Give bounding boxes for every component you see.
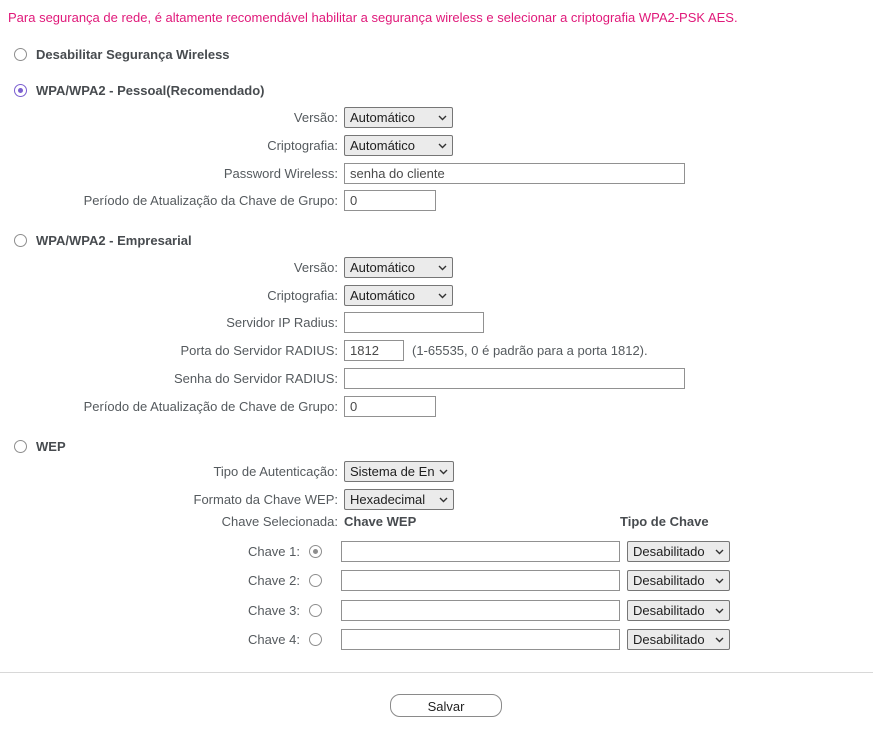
security-recommendation-text: Para segurança de rede, é altamente recomendável habilitar a segurança wireless e selecionar a criptografia WPA2-PSK AES. (8, 10, 738, 25)
chevron-down-icon (438, 115, 447, 121)
option-wep[interactable] (14, 439, 66, 454)
personal-group-key-label: Período de Atualização da Chave de Grupo: (83, 193, 338, 208)
personal-version-label: Versão: (293, 110, 338, 125)
radius-port-note: (1-65535, 0 é padrão para a porta 1812). (412, 343, 648, 358)
radio-unchecked-icon[interactable] (14, 234, 27, 247)
personal-password-label: Password Wireless: (223, 166, 338, 181)
enterprise-encryption-select-value: Automático (350, 288, 416, 303)
option-wpa-personal-label: WPA/WPA2 - Pessoal(Recomendado) (36, 83, 265, 98)
radio-unchecked-icon[interactable] (14, 440, 27, 453)
wep-key-format-select[interactable] (344, 489, 454, 510)
wep-auth-type-select-value: Sistema de En (350, 464, 435, 479)
wep-key2-input[interactable] (341, 570, 620, 591)
enterprise-group-key-input[interactable] (344, 396, 436, 417)
wep-key3-type-select-value: Desabilitado (633, 603, 705, 618)
chevron-down-icon (438, 293, 447, 299)
radius-port-label: Porta do Servidor RADIUS: (180, 343, 338, 358)
radius-password-input[interactable] (344, 368, 685, 389)
wep-key4-type-select-value: Desabilitado (633, 632, 705, 647)
wep-selected-key-label: Chave Selecionada: (221, 514, 338, 529)
wep-key4-radio-unchecked-icon[interactable] (309, 633, 322, 646)
wep-key-column-header: Chave WEP (344, 514, 417, 529)
chevron-down-icon (439, 497, 448, 503)
wep-key1-label: Chave 1: (247, 544, 300, 559)
save-button[interactable]: Salvar (390, 694, 502, 717)
option-disable-security[interactable] (14, 47, 230, 62)
option-wpa-enterprise[interactable] (14, 233, 192, 248)
option-disable-security-label: Desabilitar Segurança Wireless (36, 47, 230, 62)
wireless-password-input[interactable] (344, 163, 685, 184)
personal-group-key-input[interactable] (344, 190, 436, 211)
wep-key2-type-select-value: Desabilitado (633, 573, 705, 588)
personal-version-select[interactable] (344, 107, 453, 128)
wep-auth-type-label: Tipo de Autenticação: (213, 464, 338, 479)
enterprise-group-key-label: Período de Atualização de Chave de Grupo: (83, 399, 338, 414)
wep-key2-radio-unchecked-icon[interactable] (309, 574, 322, 587)
wep-key-format-label: Formato da Chave WEP: (193, 492, 338, 507)
chevron-down-icon (715, 637, 724, 643)
option-wep-label: WEP (36, 439, 66, 454)
radius-port-input[interactable] (344, 340, 404, 361)
enterprise-version-select-value: Automático (350, 260, 416, 275)
enterprise-version-label: Versão: (293, 260, 338, 275)
wep-key3-input[interactable] (341, 600, 620, 621)
wep-key4-type-select[interactable] (627, 629, 730, 650)
chevron-down-icon (439, 469, 448, 475)
wep-key-format-select-value: Hexadecimal (350, 492, 426, 507)
radio-unchecked-icon[interactable] (14, 48, 27, 61)
chevron-down-icon (438, 265, 447, 271)
radius-ip-label: Servidor IP Radius: (226, 315, 338, 330)
personal-encryption-select[interactable] (344, 135, 453, 156)
personal-encryption-label: Criptografia: (267, 138, 338, 153)
enterprise-version-select[interactable] (344, 257, 453, 278)
wep-auth-type-select[interactable] (344, 461, 454, 482)
wep-key1-radio-checked-icon[interactable] (309, 545, 322, 558)
wep-key1-input[interactable] (341, 541, 620, 562)
wep-key2-label: Chave 2: (247, 573, 300, 588)
chevron-down-icon (438, 143, 447, 149)
wep-key4-input[interactable] (341, 629, 620, 650)
wep-key2-type-select[interactable] (627, 570, 730, 591)
personal-encryption-select-value: Automático (350, 138, 416, 153)
wep-key4-label: Chave 4: (247, 632, 300, 647)
radio-checked-icon[interactable] (14, 84, 27, 97)
personal-version-select-value: Automático (350, 110, 416, 125)
enterprise-encryption-select[interactable] (344, 285, 453, 306)
wep-key1-type-select-value: Desabilitado (633, 544, 705, 559)
wep-key1-type-select[interactable] (627, 541, 730, 562)
radius-password-label: Senha do Servidor RADIUS: (173, 371, 338, 386)
wep-type-column-header: Tipo de Chave (620, 514, 709, 529)
wep-key3-radio-unchecked-icon[interactable] (309, 604, 322, 617)
option-wpa-enterprise-label: WPA/WPA2 - Empresarial (36, 233, 192, 248)
option-wpa-personal[interactable] (14, 83, 265, 98)
wep-key3-label: Chave 3: (247, 603, 300, 618)
enterprise-encryption-label: Criptografia: (267, 288, 338, 303)
wep-key3-type-select[interactable] (627, 600, 730, 621)
chevron-down-icon (715, 578, 724, 584)
chevron-down-icon (715, 608, 724, 614)
chevron-down-icon (715, 549, 724, 555)
radius-ip-input[interactable] (344, 312, 484, 333)
footer-divider (0, 672, 873, 673)
